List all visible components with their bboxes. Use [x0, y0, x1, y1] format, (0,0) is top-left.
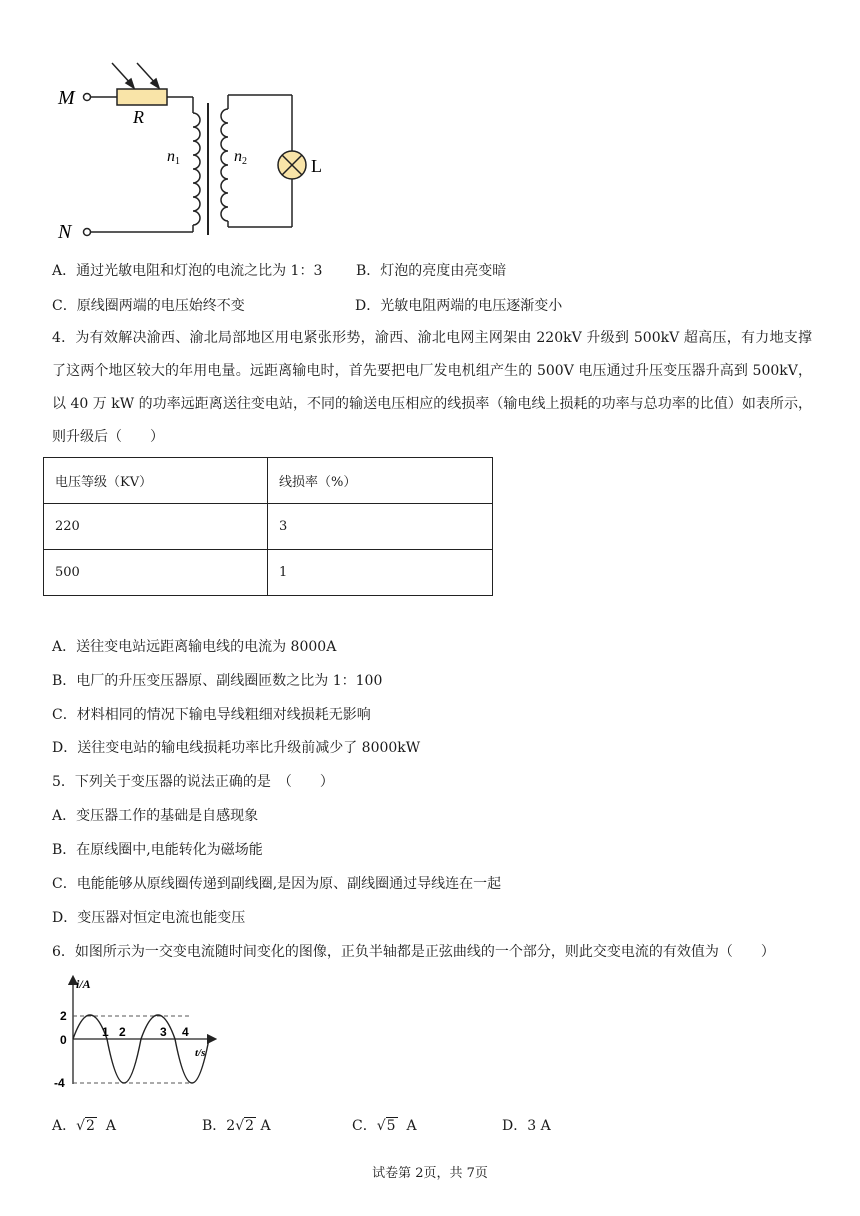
q5-option-c: C．电能能够从原线圈传递到副线圈,是因为原、副线圈通过导线连在一起 — [52, 876, 502, 892]
light-arrows — [112, 63, 159, 88]
q5-stem: 5．下列关于变压器的说法正确的是 （ ） — [52, 774, 334, 790]
q5-option-d: D．变压器对恒定电流也能变压 — [52, 910, 246, 926]
q4-option-b: B．电厂的升压变压器原、副线圈匝数之比为 1：100 — [52, 673, 383, 689]
table-header-cell: 线损率（%） — [268, 458, 493, 504]
q4-option-a: A．送往变电站远距离输电线的电流为 8000A — [52, 639, 337, 655]
q3-option-a: A．通过光敏电阻和灯泡的电流之比为 1：3 — [52, 263, 323, 279]
table-cell: 500 — [44, 550, 268, 596]
q3-option-d: D．光敏电阻两端的电压逐渐变小 — [355, 298, 563, 314]
primary-turns-label: n1 — [167, 148, 180, 167]
q6-option-d: D．3 A — [502, 1118, 551, 1134]
y-tick-label: 2 — [60, 1009, 67, 1023]
q6-option-a: A．√2 A — [52, 1118, 116, 1134]
table-header-row — [44, 458, 493, 504]
secondary-coil — [221, 109, 228, 221]
q4-stem: 4．为有效解决渝西、渝北局部地区用电紧张形势，渝西、渝北电网主网架由 220kV 升级到 500kV 超高压，有力地支撑了这两个地区较大的年用电量。远距离输电时，首先要把电厂发电机组产生的 500V 电压通过升压变压器升高到 500kV，以 40 万 kW 的功率远距离送往变电站，不同的输送电压相应的线损率（输电线上损耗的功率与总功率的比值）如表所示，则升级后（ ） — [52, 330, 812, 445]
photoresistor — [117, 89, 167, 105]
line-loss-table — [43, 457, 493, 596]
sqrt-icon: √2 — [76, 1118, 95, 1134]
lamp-icon — [278, 151, 306, 179]
sqrt-icon: √2 — [235, 1118, 255, 1134]
sqrt-icon: √5 — [376, 1118, 396, 1134]
q3-option-c: C．原线圈两端的电压始终不变 — [52, 298, 245, 314]
y-tick-label: 0 — [60, 1033, 67, 1047]
q6-stem: 6．如图所示为一交变电流随时间变化的图像，正负半轴都是正弦曲线的一个部分，则此交变电流的有效值为（ ） — [52, 944, 775, 960]
page-footer: 试卷第 2页，共 7页 — [372, 1166, 488, 1181]
q4-option-d: D．送往变电站的输电线损耗功率比升级前减少了 8000kW — [52, 740, 421, 756]
x-tick-label: 1 — [102, 1025, 109, 1039]
table-cell: 1 — [268, 550, 493, 596]
q5-option-b: B．在原线圈中,电能转化为磁场能 — [52, 842, 263, 858]
terminal-n-label: N — [58, 221, 72, 243]
x-axis-label: t/s — [195, 1047, 206, 1059]
x-tick-label: 2 — [119, 1025, 126, 1039]
q4-option-c: C．材料相同的情况下输电导线粗细对线损耗无影响 — [52, 707, 371, 723]
table-row — [44, 504, 493, 550]
secondary-turns-label: n2 — [234, 148, 247, 167]
x-tick-label: 4 — [182, 1025, 189, 1039]
terminal-m-label: M — [58, 87, 75, 109]
y-tick-label: -4 — [54, 1076, 65, 1090]
ac-current-graph — [50, 972, 230, 1092]
table-header-cell: 电压等级（KV） — [44, 458, 268, 504]
q6-option-b: B．2√2 A — [202, 1118, 271, 1134]
lamp-l-label: L — [311, 156, 322, 176]
q5-option-a: A．变压器工作的基础是自感现象 — [52, 808, 259, 824]
resistor-r-label: R — [133, 107, 144, 127]
q6-option-c: C．√5 A — [352, 1118, 417, 1134]
transformer-circuit-figure — [50, 55, 340, 245]
table-cell: 3 — [268, 504, 493, 550]
x-tick-label: 3 — [160, 1025, 167, 1039]
primary-coil — [193, 113, 200, 225]
table-row — [44, 550, 493, 596]
table-cell: 220 — [44, 504, 268, 550]
q3-option-b: B．灯泡的亮度由亮变暗 — [356, 263, 507, 279]
y-axis-label: i/A — [76, 977, 91, 991]
